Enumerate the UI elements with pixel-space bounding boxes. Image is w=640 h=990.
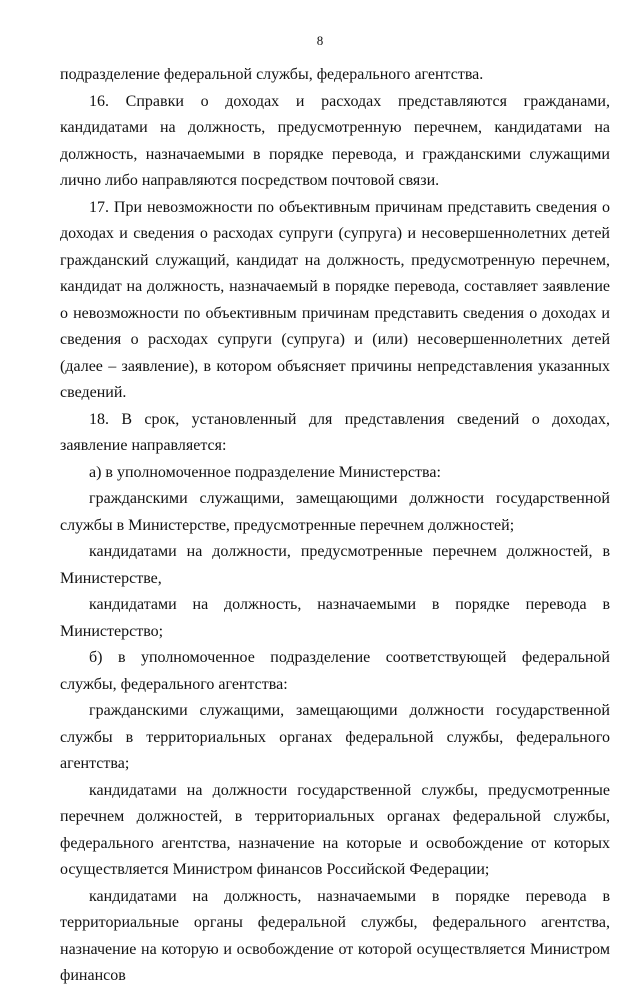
paragraph-18-item-b: б) в уполномоченное подразделение соответствующей федеральной службы, федерального агентства: <box>60 649 610 693</box>
paragraph-16: 16. Справки о доходах и расходах представляются гражданами, кандидатами на должность, предусмотренную перечнем, кандидатами на должность, назначаемыми в порядке перевода, и гражданскими служащими лично либо направляются посредством почтовой связи. <box>60 92 610 189</box>
document-body <box>60 62 610 990</box>
page-number: 8 <box>316 33 324 48</box>
paragraph-18-a-transfer-candidates: кандидатами на должность, назначаемыми в порядке перевода в Министерство; <box>60 596 610 640</box>
paragraph-18-item-a: а) в уполномоченное подразделение Министерства: <box>89 463 441 481</box>
paragraph-18-b-transfer-candidates: кандидатами на должность, назначаемыми в порядке перевода в территориальные органы федеральной службы, федерального агентства, назначение на которую и освобождение от которой осуществляется Министром финансов <box>60 887 610 984</box>
paragraph-17: 17. При невозможности по объективным причинам представить сведения о доходах и сведения о расходах супруги (супруга) и несовершеннолетних детей гражданский служащий, кандидат на должность, предусмотренную перечнем, кандидат на должность, назначаемый в порядке перевода, составляет заявление о невозможности по объективным причинам представить сведения о доходах и сведения о расходах супруги (супруга) и (или) несовершеннолетних детей (далее – заявление), в котором объясняет причины непредставления указанных сведений. <box>60 198 610 401</box>
paragraph-18-a-candidates: кандидатами на должности, предусмотренные перечнем должностей, в Министерстве, <box>60 543 610 587</box>
paragraph-18-b-candidates: кандидатами на должности государственной службы, предусмотренные перечнем должностей, в территориальных органах федеральной службы, федерального агентства, назначение на которые и освобождение от которых осуществляется Министром финансов Российской Федерации; <box>60 781 610 878</box>
paragraph-continuation: подразделение федеральной службы, федерального агентства. <box>60 66 484 83</box>
paragraph-18-b-civil-servants: гражданскими служащими, замещающими должности государственной службы в территориальных органах федеральной службы, федерального агентства; <box>60 702 610 772</box>
paragraph-18-a-civil-servants: гражданскими служащими, замещающими должности государственной службы в Министерстве, предусмотренные перечнем должностей; <box>60 490 610 534</box>
paragraph-18: 18. В срок, установленный для представления сведений о доходах, заявление направляется: <box>60 410 610 454</box>
